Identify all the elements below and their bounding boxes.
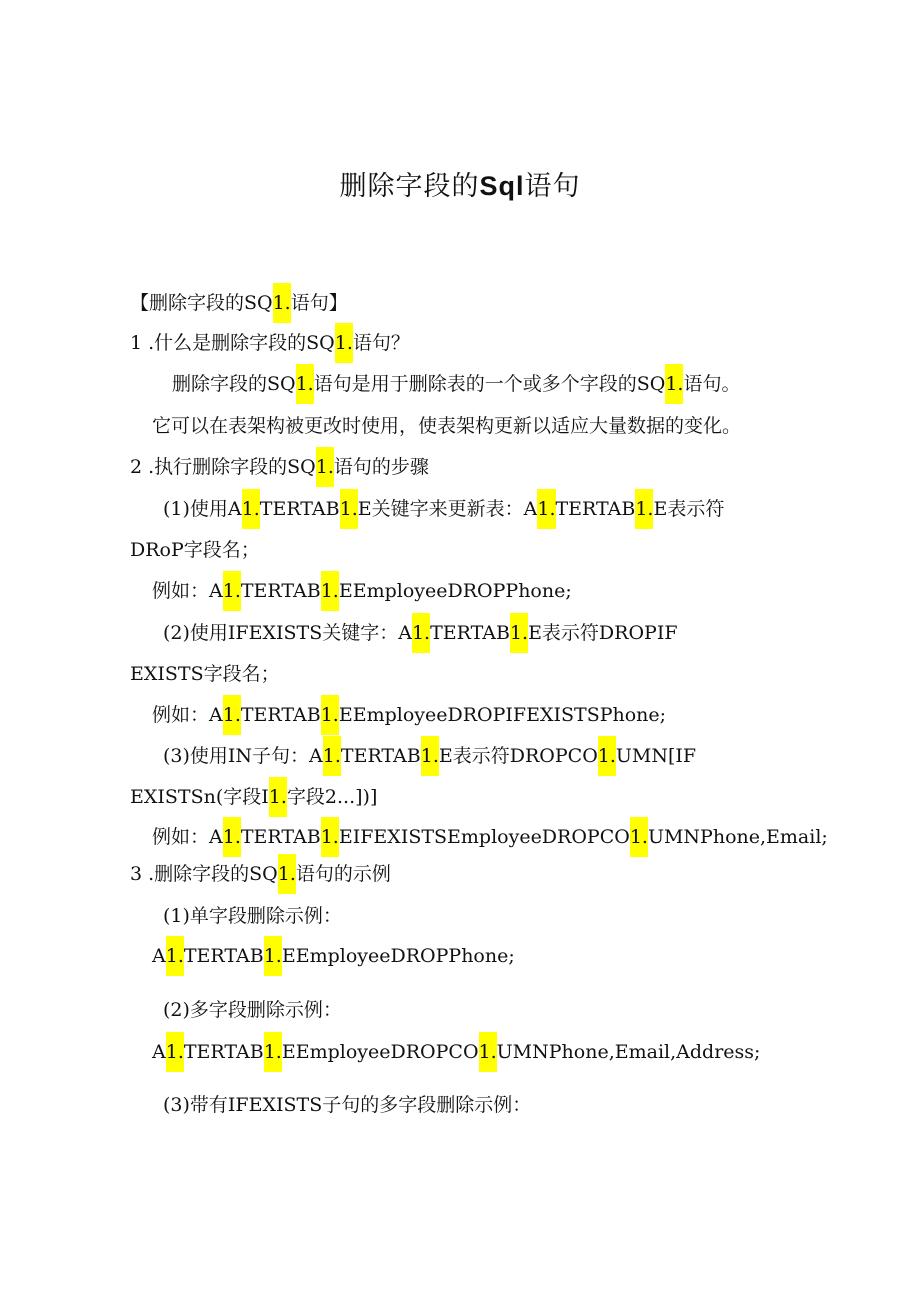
text-segment: 【删除字段的SQ <box>130 292 273 314</box>
highlighted-text: 1. <box>264 936 282 976</box>
text-segment: 删除字段的SQ <box>172 373 296 395</box>
highlighted-text: 1. <box>223 695 241 735</box>
highlighted-text: 1. <box>264 1032 282 1072</box>
highlighted-text: 1. <box>242 489 260 529</box>
text-segment: TERTAB <box>183 945 264 967</box>
text-segment: 例如：A <box>152 704 223 726</box>
text-segment: TERTAB <box>240 704 321 726</box>
text-segment: TERTAB <box>430 622 510 644</box>
text-segment: 例如：A <box>152 826 223 848</box>
text-line <box>152 943 515 969</box>
highlighted-text: 1. <box>340 489 358 529</box>
highlighted-text: 1. <box>421 736 439 776</box>
text-segment: EXISTSn(字段I <box>130 786 269 808</box>
highlighted-text: 1. <box>223 571 241 611</box>
text-segment: 3 .删除字段的SQ <box>130 863 278 885</box>
highlighted-text: 1. <box>278 854 296 894</box>
highlighted-text: 1. <box>598 736 616 776</box>
text-line <box>130 330 410 356</box>
text-segment: EEmployeeDROPPhone; <box>281 945 515 967</box>
highlighted-text: 1. <box>412 613 430 653</box>
text-segment: (1)使用A <box>163 498 242 520</box>
highlighted-text: 1. <box>166 1032 184 1072</box>
highlighted-text: 1. <box>323 736 341 776</box>
text-segment: 语句。 <box>683 373 741 395</box>
text-segment: (3)使用IN子句：A <box>163 745 323 767</box>
text-segment: TERTAB <box>183 1041 264 1063</box>
text-segment: (2)使用IFEXISTS关键字：A <box>163 622 412 644</box>
text-line <box>163 496 724 522</box>
text-line <box>130 537 260 563</box>
text-segment: A <box>152 945 166 967</box>
text-line <box>152 702 666 728</box>
highlighted-text: 1. <box>635 489 653 529</box>
text-segment: 语句是用于删除表的一个或多个字段的SQ <box>313 373 666 395</box>
text-segment: 2 .执行删除字段的SQ <box>130 456 316 478</box>
text-segment: TERTAB <box>555 498 636 520</box>
highlighted-text: 1. <box>223 817 241 857</box>
highlighted-text: 1. <box>479 1032 497 1072</box>
highlighted-text: 1. <box>273 283 291 323</box>
text-segment: E表示符DROPCO <box>438 745 598 767</box>
text-segment: E表示符 <box>653 498 725 520</box>
text-segment: E关键字来更新表：A <box>357 498 538 520</box>
text-line <box>130 454 429 480</box>
text-segment: (2)多字段删除示例： <box>163 999 342 1021</box>
text-segment: 语句的步骤 <box>333 456 429 478</box>
text-line <box>152 1039 760 1065</box>
text-line <box>152 824 828 850</box>
text-segment: 语句的示例 <box>295 863 391 885</box>
text-line <box>172 371 741 397</box>
text-line <box>130 784 377 810</box>
text-line <box>163 1092 531 1118</box>
text-segment: 1 .什么是删除字段的SQ <box>130 332 335 354</box>
text-segment: 它可以在表架构被更改时使用，使表架构更新以适应大量数据的变化。 <box>152 415 742 437</box>
text-line <box>130 290 348 316</box>
highlighted-text: 1. <box>537 489 555 529</box>
text-line <box>130 661 280 687</box>
text-segment: (1)单字段删除示例： <box>163 905 342 927</box>
text-segment: EEmployeeDROPPhone; <box>338 580 572 602</box>
title-part-1: 删除字段的 <box>339 171 480 202</box>
highlighted-text: 1. <box>321 817 339 857</box>
text-segment: 语句】 <box>290 292 348 314</box>
title-part-3: 语句 <box>524 171 581 202</box>
text-segment: EIFEXISTSEmployeeDROPCO <box>338 826 630 848</box>
text-line <box>130 861 391 887</box>
text-line <box>163 997 342 1023</box>
text-line <box>163 743 696 769</box>
text-segment: (3)带有IFEXISTS子句的多字段删除示例： <box>163 1094 532 1116</box>
text-segment: UMNPhone,Email; <box>647 826 828 848</box>
text-segment: 语句？ <box>352 332 410 354</box>
highlighted-text: 1. <box>316 447 334 487</box>
text-segment: UMN[IF <box>615 745 697 767</box>
highlighted-text: 1. <box>321 695 339 735</box>
highlighted-text: 1. <box>296 364 314 404</box>
highlighted-text: 1. <box>166 936 184 976</box>
text-segment: E表示符DROPIF <box>528 622 678 644</box>
title-part-2: Sql <box>479 171 525 201</box>
text-segment: EXISTS字段名； <box>130 663 280 685</box>
text-line <box>163 620 678 646</box>
text-segment: 例如：A <box>152 580 223 602</box>
text-line <box>152 413 741 439</box>
highlighted-text: 1. <box>321 571 339 611</box>
text-line <box>163 903 342 929</box>
highlighted-text: 1. <box>665 364 683 404</box>
highlighted-text: 1. <box>335 323 353 363</box>
text-segment: TERTAB <box>240 580 321 602</box>
page-title <box>0 164 920 203</box>
highlighted-text: 1. <box>630 817 648 857</box>
text-segment: TERTAB <box>340 745 421 767</box>
text-segment: DRoP字段名； <box>130 539 260 561</box>
highlighted-text: 1. <box>269 777 287 817</box>
text-segment: A <box>152 1041 166 1063</box>
text-segment: TERTAB <box>240 826 321 848</box>
highlighted-text: 1. <box>510 613 528 653</box>
text-segment: TERTAB <box>259 498 340 520</box>
text-segment: EEmployeeDROPCO <box>281 1041 479 1063</box>
text-segment: 字段2...])] <box>286 786 378 808</box>
text-segment: UMNPhone,Email,Address; <box>496 1041 761 1063</box>
text-segment: EEmployeeDROPIFEXISTSPhone; <box>338 704 667 726</box>
text-line <box>152 578 572 604</box>
